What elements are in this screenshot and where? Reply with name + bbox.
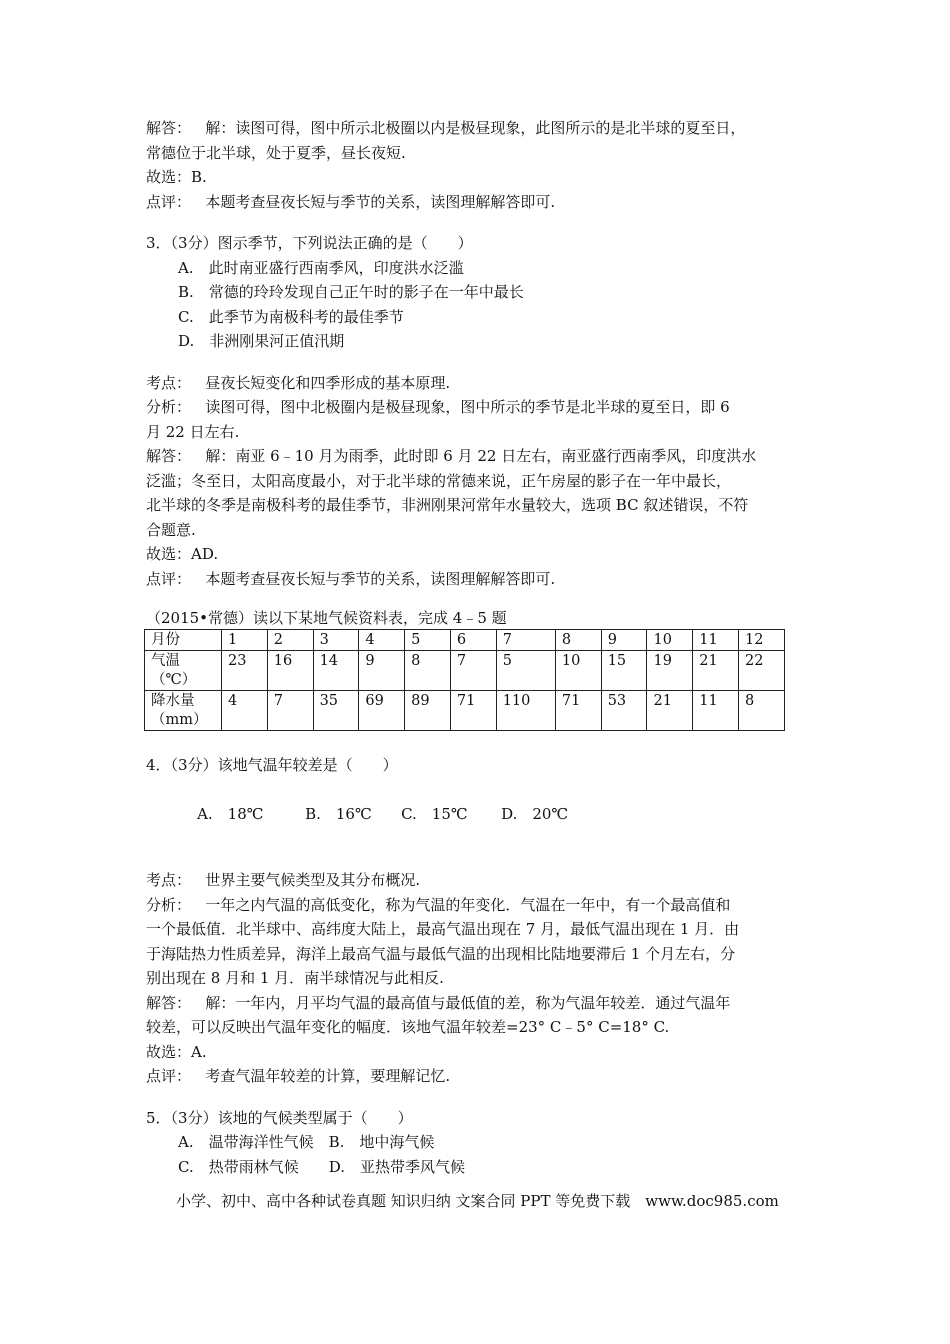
month-row — [145, 630, 785, 651]
month-cell: 6 — [450, 630, 496, 651]
rain-cell: 53 — [601, 691, 647, 731]
q4-review: 点评： 考查气温年较差的计算，要理解记忆. — [146, 1067, 451, 1085]
month-cell: 10 — [647, 630, 693, 651]
q4-option-a: A. 18℃ — [197, 805, 264, 823]
month-cell: 1 — [222, 630, 268, 651]
q4-option-b: B. 16℃ — [305, 805, 372, 823]
spacer — [146, 1089, 826, 1106]
rain-row — [145, 691, 785, 731]
temp-cell: 14 — [313, 651, 359, 691]
month-cell: 7 — [496, 630, 555, 651]
rain-cell: 11 — [693, 691, 739, 731]
q3-analysis: 分析： 读图可得，图中北极圈内是极昼现象，图中所示的季节是北半球的夏至日，即 6 — [146, 398, 730, 416]
rain-header: 降水量 （mm） — [145, 691, 222, 731]
rain-cell: 35 — [313, 691, 359, 731]
q3-review: 点评： 本题考查昼夜长短与季节的关系，读图理解解答即可. — [146, 569, 556, 588]
temp-cell: 16 — [267, 651, 313, 691]
month-cell: 8 — [555, 630, 601, 651]
rain-cell: 8 — [739, 691, 785, 731]
table-intro: （2015•常德）读以下某地气候资料表，完成 4﹣5 题 — [146, 609, 507, 627]
rain-cell: 7 — [267, 691, 313, 731]
temp-cell: 7 — [450, 651, 496, 691]
climate-table — [144, 629, 785, 731]
answer-label: 解答： — [146, 119, 192, 137]
temp-cell: 22 — [739, 651, 785, 691]
footer-banner: 小学、初中、高中各种试卷真题 知识归纳 文案合同 PPT 等免费下载 www.doc985.com — [176, 1192, 779, 1210]
review-label: 点评： — [146, 192, 192, 211]
q5-stem: 5．（3分）该地的气候类型属于（ ） — [146, 1108, 413, 1127]
q2-answer-cont: 常德位于北半球，处于夏季，昼长夜短. — [146, 143, 406, 162]
temp-cell: 5 — [496, 651, 555, 691]
q4-analysis-cont: 一个最低值．北半球中、高纬度大陆上，最高气温出现在 7 月，最低气温出现在 1 月．由 — [146, 920, 740, 938]
q2-answer: 解答： 解：读图可得，图中所示北极圈以内是极昼现象，此图所示的是北半球的夏至日， — [146, 116, 826, 141]
q3-answer-cont: 合题意. — [146, 520, 196, 539]
q4-analysis: 分析： 一年之内气温的高低变化，称为气温的年变化．气温在一年中，有一个最高值和 — [146, 895, 731, 914]
q5-options-row1: A. 温带海洋性气候 B. 地中海气候 — [178, 1133, 435, 1151]
q4-choice: 故选：A. — [146, 1042, 207, 1061]
rain-cell: 71 — [450, 691, 496, 731]
temp-cell: 8 — [405, 651, 451, 691]
q3-answer-cont: 北半球的冬季是南极科考的最佳季节，非洲刚果河常年水量较大，选项 BC 叙述错误，不符 — [146, 496, 749, 514]
spacer — [146, 591, 826, 608]
document-page — [146, 116, 826, 1179]
rain-cell: 110 — [496, 691, 555, 731]
q3-option-a: A. 此时南亚盛行西南季风，印度洪水泛滥 — [178, 258, 464, 277]
q4-answer: 解答： 解：一年内，月平均气温的最高值与最低值的差，称为气温年较差．通过气温年 — [146, 993, 731, 1012]
q3-choice: 故选：AD. — [146, 545, 219, 563]
spacer — [146, 731, 826, 753]
temp-header: 气温 （℃） — [145, 651, 222, 691]
temp-cell: 9 — [359, 651, 405, 691]
q3-option-c: C. 此季节为南极科考的最佳季节 — [178, 307, 404, 326]
temp-cell: 19 — [647, 651, 693, 691]
rain-cell: 71 — [555, 691, 601, 731]
q2-choice: 故选：B. — [146, 168, 207, 186]
q4-answer-cont: 较差，可以反映出气温年变化的幅度．该地气温年较差=23° C﹣5° C=18° C. — [146, 1018, 670, 1036]
q3-point: 考点： 昼夜长短变化和四季形成的基本原理. — [146, 373, 451, 392]
temp-cell: 21 — [693, 651, 739, 691]
spacer — [146, 354, 826, 371]
month-cell: 12 — [739, 630, 785, 651]
month-header: 月份 — [145, 630, 222, 651]
q4-analysis-cont: 别出现在 8 月和 1 月．南半球情况与此相反. — [146, 969, 444, 987]
q3-analysis-cont: 月 22 日左右. — [146, 422, 240, 441]
month-cell: 4 — [359, 630, 405, 651]
month-cell: 11 — [693, 630, 739, 651]
q4-choices — [146, 778, 826, 852]
q5-options-row2: C. 热带雨林气候 D. 亚热带季风气候 — [178, 1157, 465, 1176]
month-cell: 9 — [601, 630, 647, 651]
q3-answer-cont: 泛滥；冬至日，太阳高度最小，对于北半球的常德来说，正午房屋的影子在一年中最长， — [146, 471, 732, 490]
temp-cell: 23 — [222, 651, 268, 691]
month-cell: 3 — [313, 630, 359, 651]
q2-review: 点评： 本题考查昼夜长短与季节的关系，读图理解解答即可. — [146, 190, 826, 215]
q4-option-c: C. 15℃ — [401, 805, 468, 823]
q4-point: 考点： 世界主要气候类型及其分布概况. — [146, 871, 421, 889]
rain-cell: 4 — [222, 691, 268, 731]
q3-answer: 解答： 解：南亚 6﹣10 月为雨季，此时即 6 月 22 日左右，南亚盛行西南季风，印度洪水 — [146, 447, 757, 465]
q4-option-d: D. 20℃ — [501, 805, 569, 823]
rain-cell: 21 — [647, 691, 693, 731]
temp-row — [145, 651, 785, 691]
temp-cell: 15 — [601, 651, 647, 691]
spacer — [146, 214, 826, 231]
rain-cell: 89 — [405, 691, 451, 731]
spacer — [146, 851, 826, 868]
temp-cell: 10 — [555, 651, 601, 691]
rain-cell: 69 — [359, 691, 405, 731]
q3-option-b: B. 常德的玲玲发现自己正午时的影子在一年中最长 — [178, 283, 524, 301]
q3-stem: 3．（3分）图示季节，下列说法正确的是（ ） — [146, 234, 473, 252]
q3-option-d: D. 非洲刚果河正值汛期 — [178, 332, 345, 350]
q4-analysis-cont: 于海陆热力性质差异，海洋上最高气温与最低气温的出现相比陆地要滞后 1 个月左右，分 — [146, 944, 736, 963]
month-cell: 5 — [405, 630, 451, 651]
month-cell: 2 — [267, 630, 313, 651]
q4-stem: 4．（3分）该地气温年较差是（ ） — [146, 756, 398, 774]
